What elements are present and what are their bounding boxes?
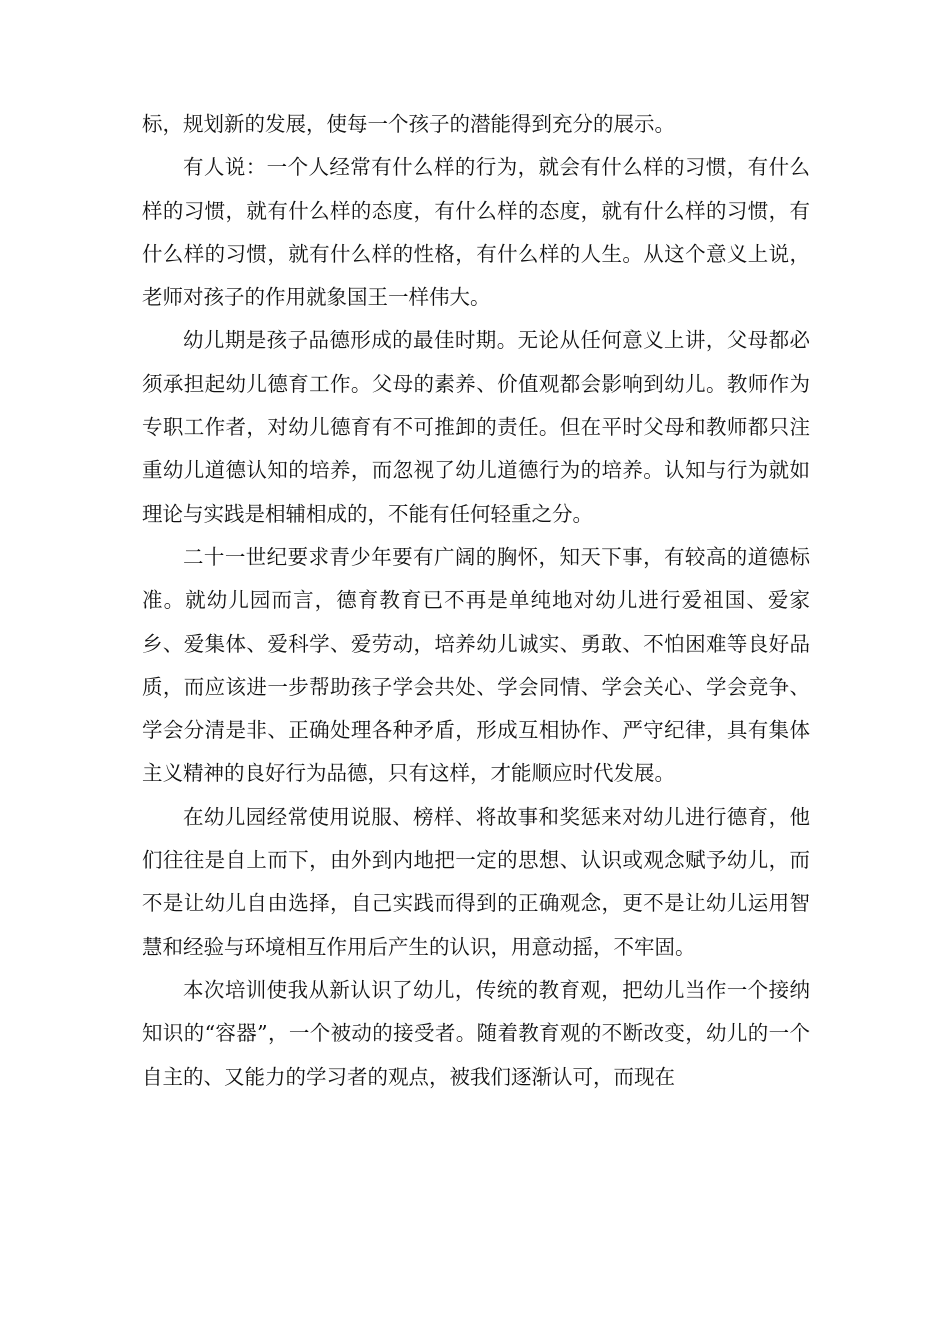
paragraph-6: 本次培训使我从新认识了幼儿，传统的教育观，把幼儿当作一个接纳知识的“容器”，一个被动的接受者。随着教育观的不断改变，幼儿的一个自主的、又能力的学习者的观点，被我们逐渐认可，而现在 [142, 977, 810, 1089]
paragraph-1: 标，规划新的发展，使每一个孩子的潜能得到充分的展示。 [142, 112, 675, 136]
paragraph-5: 在幼儿园经常使用说服、榜样、将故事和奖惩来对幼儿进行德育，他们往往是自上而下，由外到内地把一定的思想、认识或观念赋予幼儿，而不是让幼儿自由选择，自己实践而得到的正确观念，更不是让幼儿运用智慧和经验与环境相互作用后产生的认识，用意动摇，不牢固。 [142, 804, 810, 959]
paragraph-4: 二十一世纪要求青少年要有广阔的胸怀，知天下事，有较高的道德标准。就幼儿园而言，德育教育已不再是单纯地对幼儿进行爱祖国、爱家乡、爱集体、爱科学、爱劳动，培养幼儿诚实、勇敢、不怕困难等良好品质，而应该进一步帮助孩子学会共处、学会同情、学会关心、学会竞争、学会分清是非、正确处理各种矛盾，形成互相协作、严守纪律，具有集体主义精神的良好行为品德，只有这样，才能顺应时代发展。 [142, 544, 810, 786]
paragraph-3: 幼儿期是孩子品德形成的最佳时期。无论从任何意义上讲，父母都必须承担起幼儿德育工作。父母的素养、价值观都会影响到幼儿。教师作为专职工作者，对幼儿德育有不可推卸的责任。但在平时父母和教师都只注重幼儿道德认知的培养，而忽视了幼儿道德行为的培养。认知与行为就如理论与实践是相辅相成的，不能有任何轻重之分。 [142, 328, 810, 526]
paragraph-2: 有人说：一个人经常有什么样的行为，就会有什么样的习惯，有什么样的习惯，就有什么样的态度，有什么样的态度，就有什么样的习惯，有什么样的习惯，就有什么样的性格，有什么样的人生。从这个意义上说，老师对孩子的作用就象国王一样伟大。 [142, 155, 810, 310]
document-page [142, 103, 810, 1099]
